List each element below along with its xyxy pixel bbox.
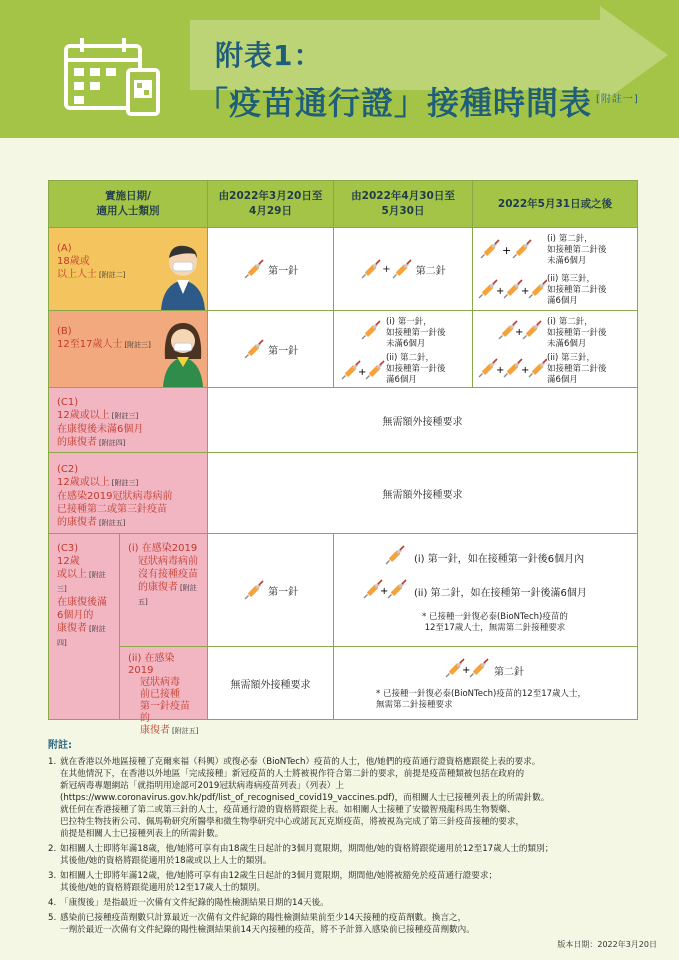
svg-text:+: + (496, 365, 505, 376)
note-item: 4. 「康復後」是指最近一次備有文件紀錄的陽性檢測結果日期的14天後。 (48, 898, 329, 908)
two-syringes-icon (497, 319, 543, 341)
syringe-icon (243, 258, 265, 280)
header-period1: 由2022年3月20日至 4月29日 (207, 180, 334, 228)
row-c3-sub1-period23 (333, 533, 638, 647)
syringe-icon (243, 579, 265, 601)
row-c3-sub2-period23 (333, 646, 638, 720)
row-a-period3 (472, 227, 638, 311)
calendar-phone-icon (64, 36, 164, 116)
syringe-icon (243, 338, 265, 360)
syringe-icon (360, 258, 382, 280)
row-b-period1: 第一針 (207, 310, 334, 388)
row-c2-label: (C2) 12歲或以上 [附註三] 在感染2019冠狀病毒病前 已接種第二或第三針疫苗 的康復者 [附註五] (48, 452, 208, 534)
svg-text:+: + (380, 586, 389, 597)
svg-text:+: + (521, 365, 530, 376)
notes-heading: 附註: (48, 740, 72, 751)
header-banner (0, 0, 679, 138)
row-a-period1: 第一針 (207, 227, 334, 311)
row-b-period3-i: (i) 第二針， 如接種第一針後 未滿6個月 (547, 317, 607, 349)
two-syringes-icon (362, 578, 408, 600)
row-c3-sub1-label: (i) 在感染2019 冠狀病毒病前 沒有接種疫苗 的康復者 [附註五] (119, 533, 208, 647)
title-line2 (196, 78, 639, 124)
row-b-period3-ii: (ii) 第三針， 如接種第二針後 滿6個月 (547, 353, 607, 385)
row-a-period3-i: (i) 第二針， 如接種第二針後 未滿6個月 (547, 234, 607, 266)
row-b-period2-ii: (ii) 第二針， 如接種第一針後 滿6個月 (386, 353, 446, 385)
row-c3-label: (C3) 12歲 或以上 [附註三] 在康復後滿 6個月的 康復者 [附註四] (48, 533, 120, 720)
row-c3-sub2-label: (ii) 在感染2019 冠狀病毒 前已接種 第一針疫苗的 康復者 [附註五] (119, 646, 208, 720)
row-c3-sub2-dose: 第二針 (494, 667, 524, 678)
svg-text:+: + (515, 327, 524, 338)
svg-text:+: + (502, 244, 512, 257)
row-a-period2: + 第二針 (333, 227, 473, 311)
title-line1: 附表1： (215, 39, 323, 72)
notes-section (48, 740, 648, 939)
three-syringes-icon (477, 278, 547, 300)
svg-text:+: + (521, 286, 530, 297)
svg-text:+: + (358, 367, 367, 378)
header-category: 實施日期/ 適用人士類別 (48, 180, 208, 228)
row-c3-sub1-note: * 已接種一針復必泰(BioNTech)疫苗的 12至17歲人士，無需第二針接種要求 (422, 612, 568, 633)
version-date: 版本日期：2022年3月20日 (557, 940, 657, 949)
note-item: 3. 如相關人士即將年滿12歲，他/她將可享有由12歲生日起計的3個月寬限期，期間他/她將被豁免於疫苗通行證要求； 其後他/她的資格將跟從適用於12至17歲人士的類別。 (48, 871, 498, 893)
two-syringes-icon (479, 238, 547, 260)
title-main: 「疫苗通行證」接種時間表 (196, 84, 593, 122)
syringe-icon (384, 544, 406, 566)
row-a-period3-ii: (ii) 第三針， 如接種第二針後 滿6個月 (547, 274, 607, 306)
row-c3-sub2-period1: 無需額外接種要求 (207, 646, 334, 720)
row-c3-sub1-ii: (ii) 第二針，如在接種第一針後滿6個月 (414, 588, 587, 599)
row-c1-label: (C1) 12歲或以上 [附註三] 在康復後未滿6個月 的康復者 [附註四] (48, 387, 208, 453)
row-c3-sub1-period1: 第一針 (207, 533, 334, 647)
adult-man-icon (159, 242, 207, 310)
row-b-label: (B) 12至17歲人士 [附註三] (48, 310, 208, 388)
row-c3-sub1-i: (i) 第一針，如在接種第一針後6個月內 (414, 554, 585, 565)
note-item: 5. 感染前已接種疫苗劑數只計算最近一次備有文件紀錄的陽性檢測結果前至少14天接種的疫苗劑數。換言之， 一劑於最近一次備有文件紀錄的陽性檢測結果前14天內接種的疫苗，將不予計算入感染前已接種疫苗劑數內。 (48, 913, 475, 935)
syringe-icon (360, 319, 382, 341)
note-item: 1. 就在香港以外地區接種了克爾來福（科興）或復必泰（BioNTech）疫苗的人士，他/她們的疫苗通行證資格應跟從上表的要求。 在其他情況下，在香港以外地區「完成接種」新冠疫苗的人士將被視作符合第二針的要求，前提是疫苗種類被包括在政府的 新冠病毒專題網站「就指明用途認可2019冠狀病毒病疫苗列表」（列表）上 (https://www.coronavirus.gov.hk/pdf/list_of_recognised_covid19_vaccines.pdf)，而相關人士已接種列表上的所需針數。 就任何在香港接種了第二或第三針的人士，疫苗通行證的資格將跟從上表。如相關人士接種了安徽智飛龍科馬生物製藥、 巴拉特生物技術公司、佩馬勒研究所醫學和微生物學研究中心或諾瓦瓦克斯疫苗，將被視為完成了第三針疫苗接種的要求， 前提是相關人士已接種列表上的所需針數。 (48, 757, 550, 839)
row-c2-value: 無需額外接種要求 (207, 452, 638, 534)
note-item: 2. 如相關人士即將年滿18歲，他/她將可享有由18歲生日起計的3個月寬限期，期間他/她的資格將跟從適用於12至17歲人士的類別； 其後他/她的資格將跟從適用於18歲或以上人士的類別。 (48, 844, 554, 866)
two-syringes-icon (444, 657, 490, 679)
row-b-period2-i: (i) 第一針， 如接種第一針後 未滿6個月 (386, 317, 446, 349)
header-period3: 2022年5月31日或之後 (472, 180, 638, 228)
row-c3-sub2-note: * 已接種一針復必泰(BioNTech)疫苗的12至17歲人士， 無需第二針接種要求 (376, 689, 587, 710)
title-note: [附註一] (596, 94, 639, 106)
two-syringes-icon (340, 359, 386, 381)
teen-girl-icon (159, 319, 207, 387)
row-a-label: (A) 18歲或 以上人士 [附註二] (48, 227, 208, 311)
three-syringes-icon (477, 357, 547, 379)
header-period2: 由2022年4月30日至 5月30日 (333, 180, 473, 228)
svg-text:+: + (462, 665, 471, 676)
row-b-period3 (472, 310, 638, 388)
syringe-icon (391, 258, 413, 280)
row-c1-value: 無需額外接種要求 (207, 387, 638, 453)
row-b-period2 (333, 310, 473, 388)
svg-text:+: + (496, 286, 505, 297)
